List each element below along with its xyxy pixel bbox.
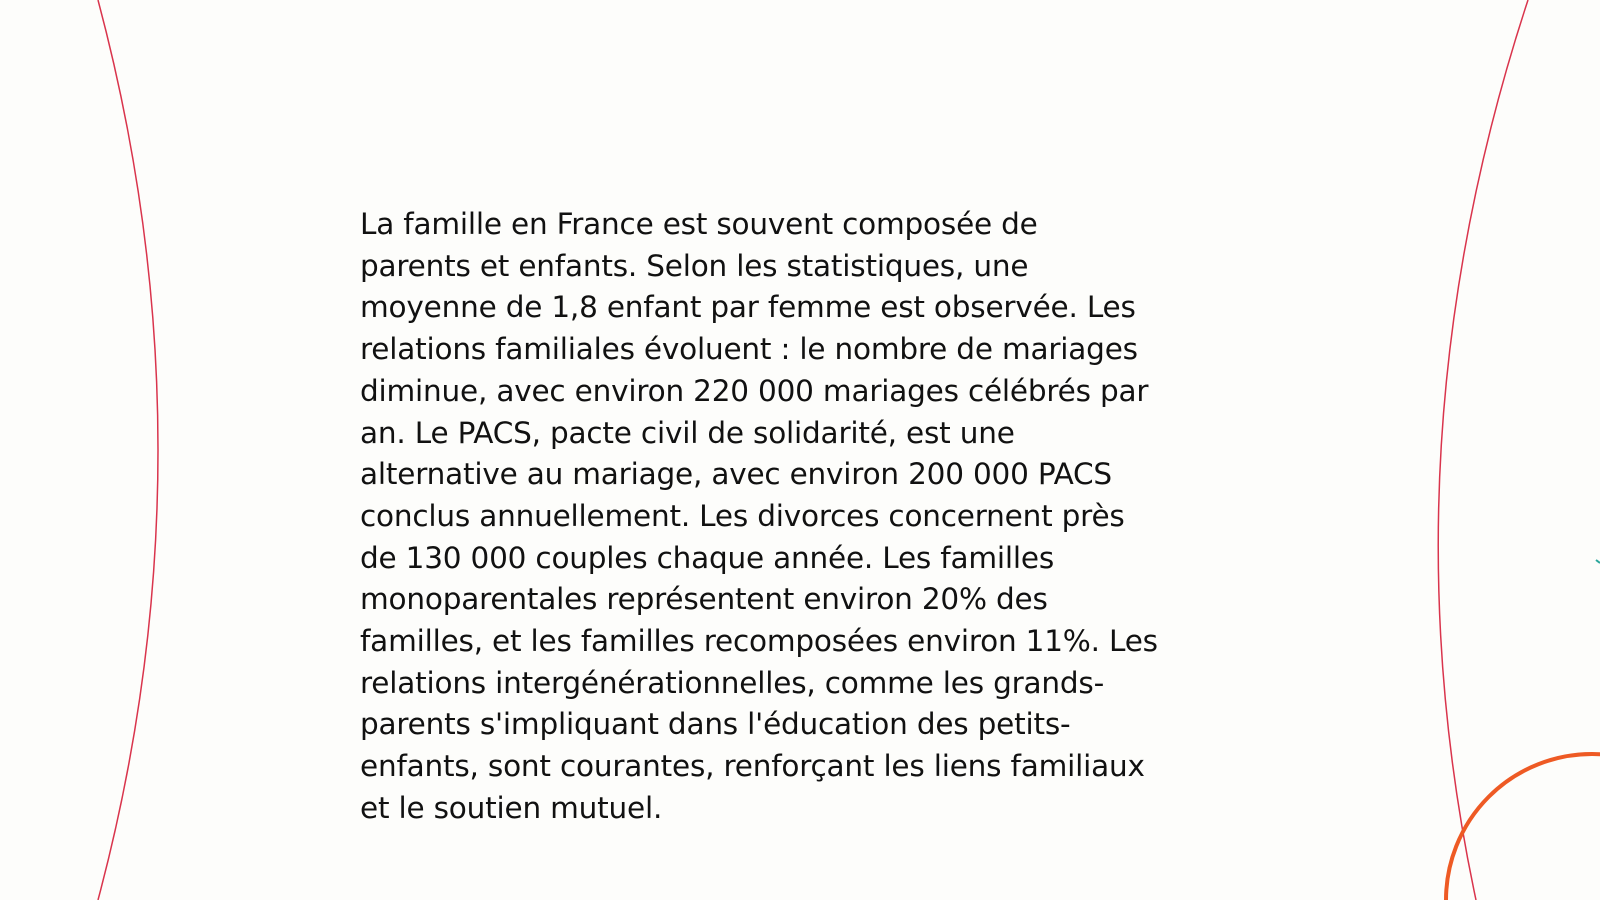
- paragraph-line: et le soutien mutuel.: [360, 790, 663, 825]
- paragraph-line: diminue, avec environ 220 000 mariages célébrés par: [360, 373, 1149, 408]
- body-paragraph: [360, 204, 1250, 830]
- paragraph-line: an. Le PACS, pacte civil de solidarité, est une: [360, 415, 1015, 450]
- paragraph-line: alternative au mariage, avec environ 200 000 PACS: [360, 457, 1112, 492]
- paragraph-line: relations intergénérationnelles, comme les grands-: [360, 665, 1105, 700]
- left-curved-line: [98, 0, 158, 900]
- paragraph-line: moyenne de 1,8 enfant par femme est observée. Les: [360, 290, 1136, 325]
- paragraph-line: La famille en France est souvent composée de: [360, 207, 1038, 241]
- paragraph-line: monoparentales représentent environ 20% des: [360, 582, 1048, 617]
- orange-arc: [1446, 754, 1600, 900]
- paragraph-line: parents et enfants. Selon les statistiques, une: [360, 248, 1029, 283]
- paragraph-line: parents s'impliquant dans l'éducation des petits-: [360, 707, 1071, 742]
- paragraph-line: relations familiales évoluent : le nombre de mariages: [360, 332, 1138, 367]
- paragraph-line: de 130 000 couples chaque année. Les familles: [360, 540, 1054, 575]
- teal-mark: [1596, 560, 1600, 563]
- paragraph-line: conclus annuellement. Les divorces concernent près: [360, 498, 1125, 533]
- paragraph-line: enfants, sont courantes, renforçant les liens familiaux: [360, 749, 1145, 784]
- paragraph-line: familles, et les familles recomposées environ 11%. Les: [360, 624, 1158, 659]
- right-curved-line: [1438, 0, 1528, 900]
